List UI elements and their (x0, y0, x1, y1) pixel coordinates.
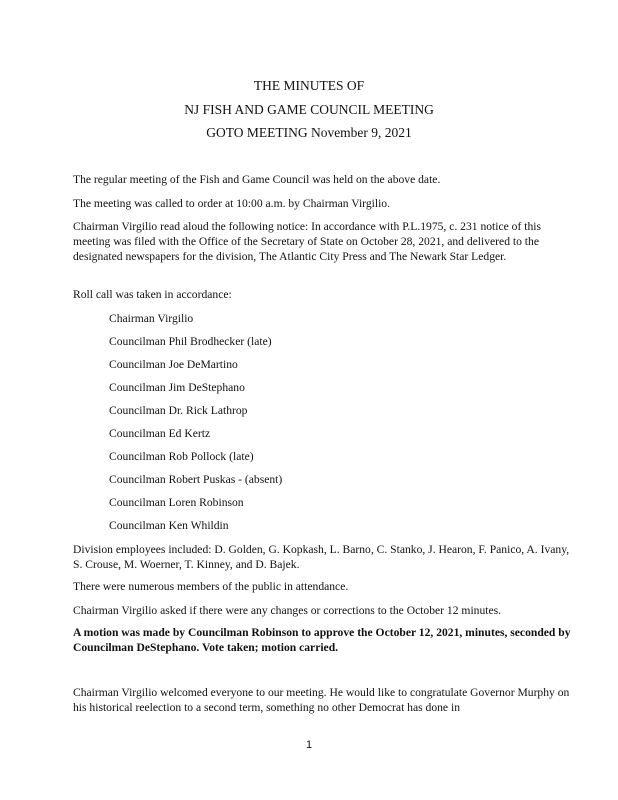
roll-call-item: Chairman Virgilio (109, 312, 194, 325)
division-employees-paragraph: Division employees included: D. Golden, G. Kopkash, L. Barno, C. Stanko, J. Hearon, F. Panico, A. Ivany, S. Crouse, M. Woerner, T. Kinney, and D. Bajek. (73, 543, 570, 571)
title-line-1: THE MINUTES OF (253, 78, 365, 93)
welcome-paragraph: Chairman Virgilio welcomed everyone to our meeting. He would like to congratulate Governor Murphy on his historical reelection to a second term, something no other Democrat has done in (73, 686, 570, 714)
roll-call-item: Councilman Dr. Rick Lathrop (109, 404, 248, 417)
call-to-order-paragraph: The meeting was called to order at 10:00 a.m. by Chairman Virgilio. (73, 197, 390, 210)
public-attendance-paragraph: There were numerous members of the public in attendance. (73, 580, 349, 593)
title-line-3: GOTO MEETING November 9, 2021 (206, 125, 412, 140)
roll-call-item: Councilman Loren Robinson (109, 496, 244, 509)
intro-paragraph: The regular meeting of the Fish and Game Council was held on the above date. (73, 173, 441, 186)
page-number: 1 (305, 739, 313, 751)
notice-paragraph: Chairman Virgilio read aloud the following notice: In accordance with P.L.1975, c. 231 notice of this meeting was filed with the Office of the Secretary of State on October 28, 2021, and delivered to the designated newspapers for the division, The Atlantic City Press and The Newark Star Ledger. (73, 220, 541, 263)
roll-call-item: Councilman Ken Whildin (109, 519, 229, 532)
title-line-2: NJ FISH AND GAME COUNCIL MEETING (184, 102, 434, 117)
minutes-corrections-paragraph: Chairman Virgilio asked if there were any changes or corrections to the October 12 minutes. (73, 604, 502, 617)
roll-call-item: Councilman Joe DeMartino (109, 358, 238, 371)
roll-call-item: Councilman Rob Pollock (late) (109, 450, 254, 463)
roll-call-heading: Roll call was taken in accordance: (73, 288, 232, 301)
roll-call-item: Councilman Robert Puskas - (absent) (109, 473, 283, 486)
roll-call-item: Councilman Ed Kertz (109, 427, 211, 440)
motion-paragraph: A motion was made by Councilman Robinson to approve the October 12, 2021, minutes, seconded by Councilman DeStephano. Vote taken; motion carried. (73, 626, 571, 654)
roll-call-item: Councilman Phil Brodhecker (late) (109, 335, 272, 348)
roll-call-item: Councilman Jim DeStephano (109, 381, 245, 394)
